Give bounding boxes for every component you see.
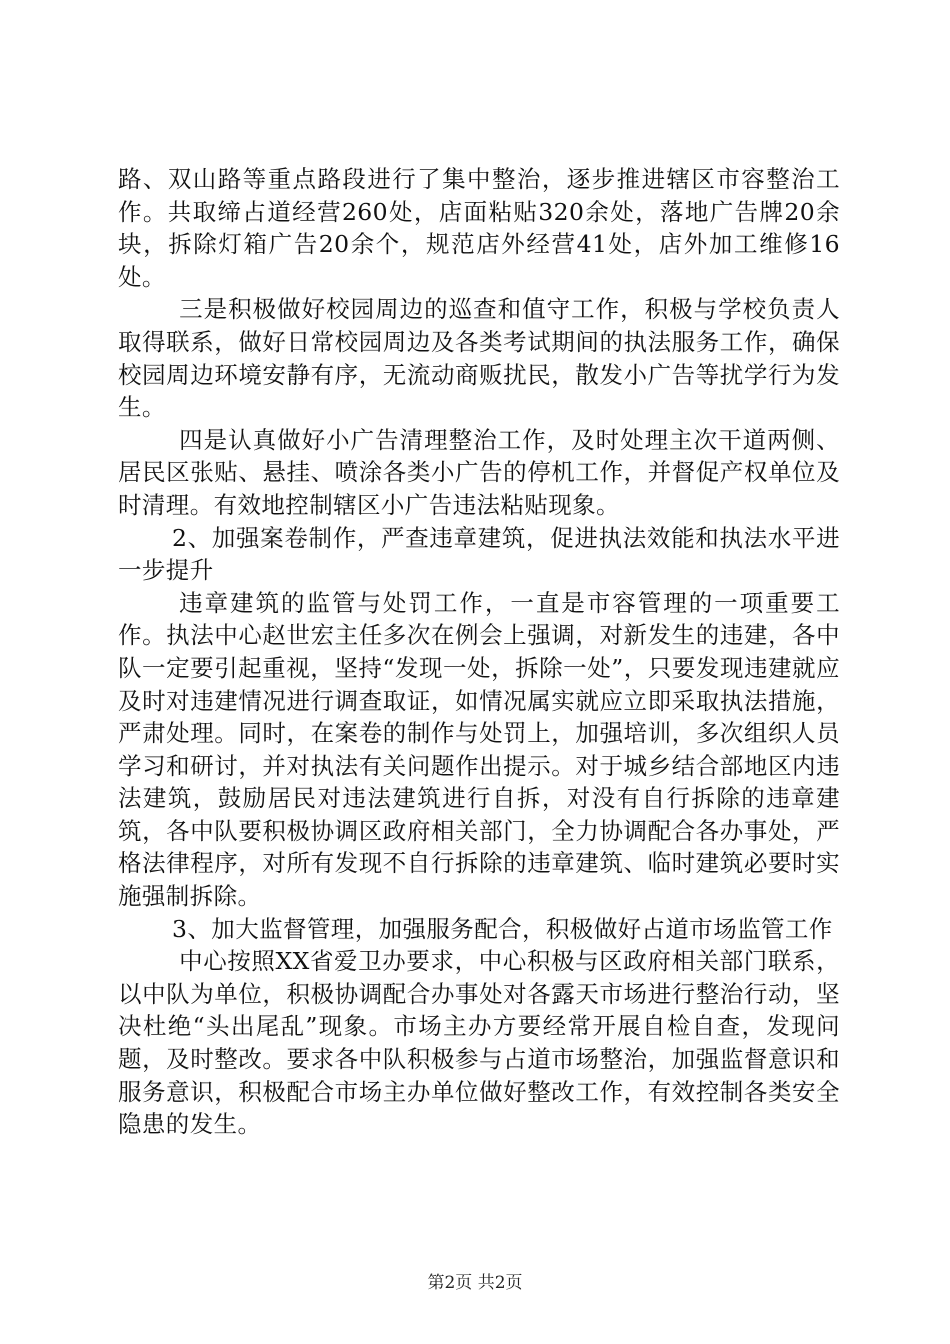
paragraph-illegal-buildings: 违章建筑的监管与处罚工作，一直是市容管理的一项重要工作。执法中心赵世宏主任多次在例会上强调，对新发生的违建，各中队一定要引起重视，坚持“发现一处，拆除一处”，只要发现违建就应及时对违建情况进行调查取证，如情况属实就应立即采取执法措施，严肃处理。同时，在案卷的制作与处罚上，加强培训，多次组织人员学习和研讨，并对执法有关问题作出提示。对于城乡结合部地区内违法建筑，鼓励居民对违法建筑进行自拆，对没有自行拆除的违章建筑，各中队要积极协调区政府相关部门，全力协调配合各办事处，严格法律程序，对所有发现不自行拆除的违章建筑、临时建筑必要时实施强制拆除。: [118, 588, 840, 911]
paragraph-market-supervision: 中心按照XX省爱卫办要求，中心积极与区政府相关部门联系，以中队为单位，积极协调配合办事处对各露天市场进行整治行动，坚决杜绝“头出尾乱”现象。市场主办方要经常开展自检自查，发现问题，及时整改。要求各中队积极参与占道市场整治，加强监督意识和服务意识，积极配合市场主办单位做好整改工作，有效控制各类安全隐患的发生。: [118, 947, 840, 1139]
page-number: 第2页 共2页: [427, 1273, 523, 1293]
section-heading-3: 3、加大监督管理，加强服务配合，积极做好占道市场监管工作: [172, 914, 833, 943]
document-body: [118, 163, 840, 1141]
section-heading-2: 2、加强案卷制作，严查违章建筑，促进执法效能和执法水平进一步提升: [118, 523, 840, 585]
paragraph-item-three: 三是积极做好校园周边的巡查和值守工作，积极与学校负责人取得联系，做好日常校园周边及各类考试期间的执法服务工作，确保校园周边环境安静有序，无流动商贩扰民，散发小广告等扰学行为发生。: [118, 295, 840, 422]
paragraph-item-four: 四是认真做好小广告清理整治工作，及时处理主次干道两侧、居民区张贴、悬挂、喷涂各类小广告的停机工作，并督促产权单位及时清理。有效地控制辖区小广告违法粘贴现象。: [118, 425, 840, 519]
paragraph-continuation: 路、双山路等重点路段进行了集中整治，逐步推进辖区市容整治工作。共取缔占道经营260处，店面粘贴320余处，落地广告牌20余块，拆除灯箱广告20余个，规范店外经营41处，店外加工维修16处。: [118, 165, 840, 291]
